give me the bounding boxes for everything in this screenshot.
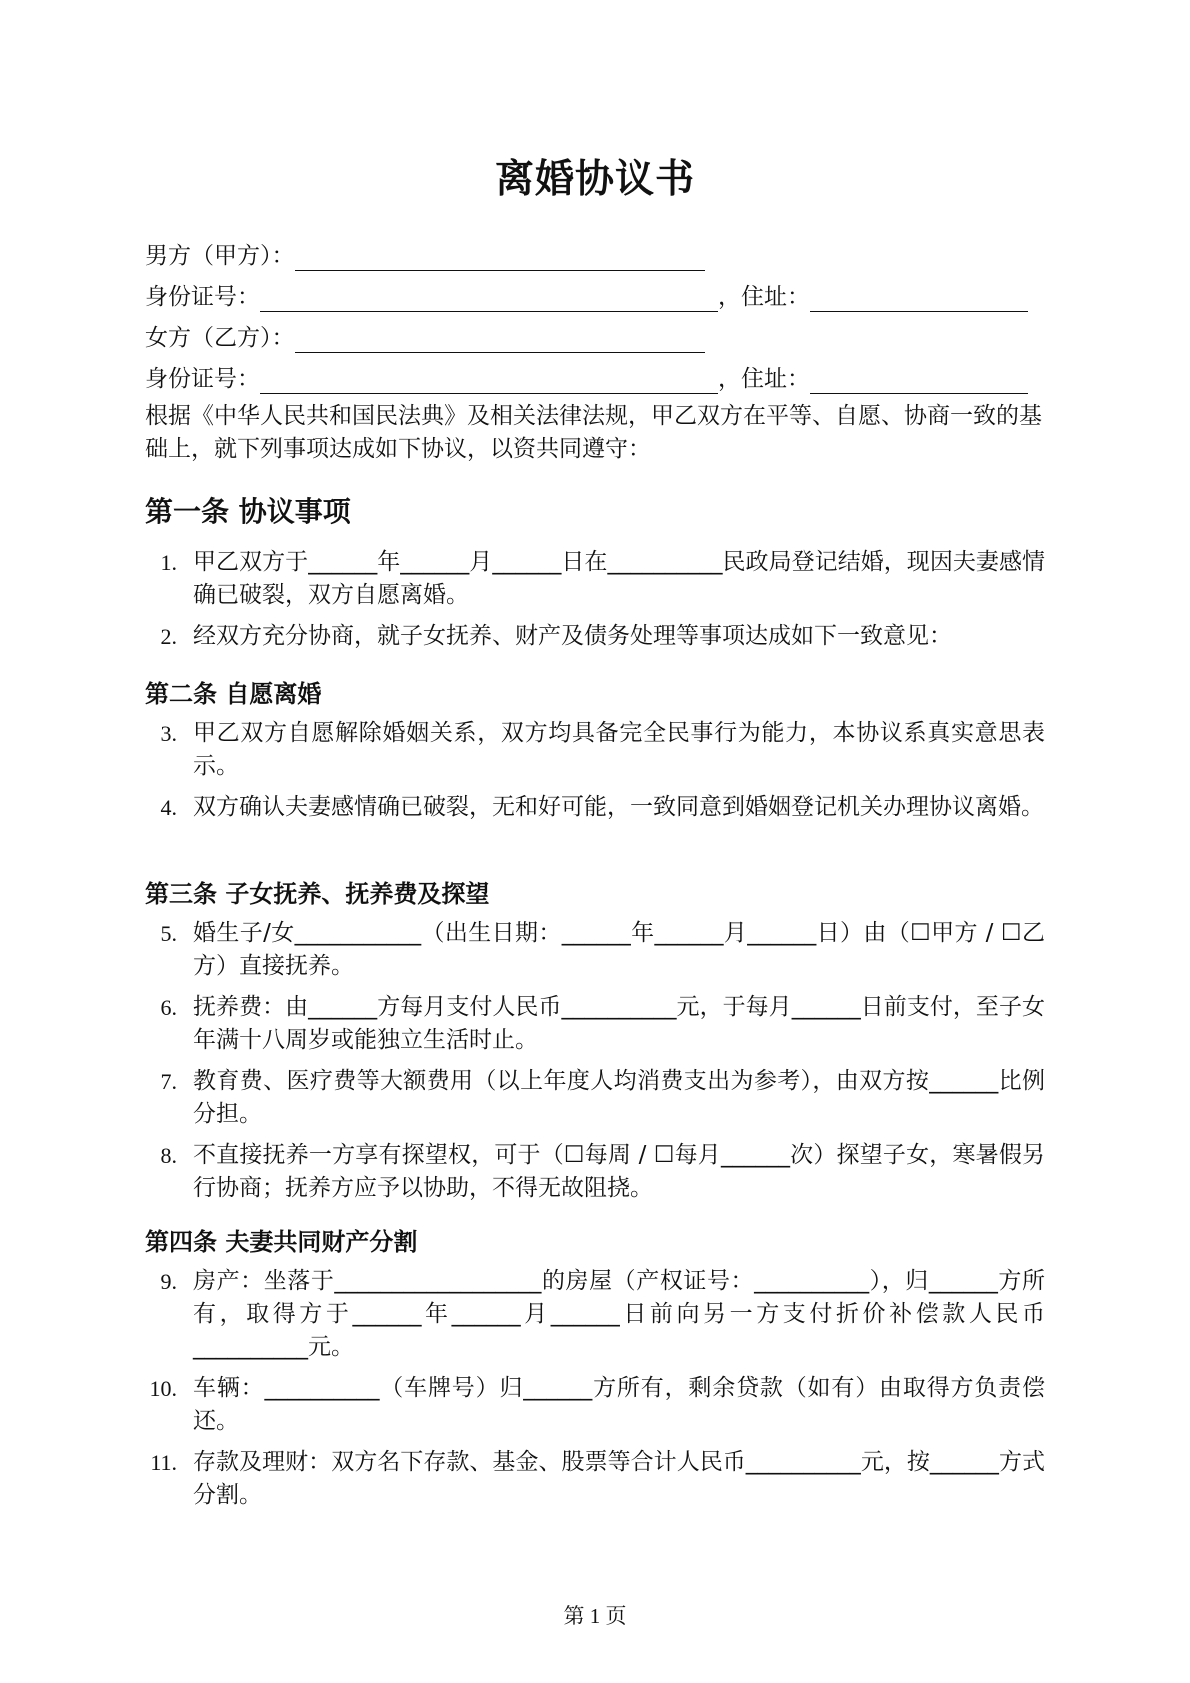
- item-number: 11.: [150, 1450, 177, 1475]
- article-heading: 第二条 自愿离婚: [145, 680, 322, 708]
- address-label: ，住址：: [718, 366, 810, 392]
- list-item: [145, 620, 1045, 653]
- item-number: 2.: [160, 624, 177, 649]
- male-id-blank: [260, 285, 718, 312]
- document-title: 离婚协议书: [494, 157, 695, 202]
- list-item: [145, 1265, 1045, 1364]
- field-label: 身份证号：: [145, 366, 260, 392]
- item-number: 1.: [160, 550, 177, 575]
- item-text: 抚养费：由______方每月支付人民币__________元，于每月______日前支付，至子女年满十八周岁或能独立生活时止。: [193, 994, 1045, 1053]
- item-text: 经双方充分协商，就子女抚养、财产及债务处理等事项达成如下一致意见：: [193, 623, 952, 649]
- item-text: 不直接抚养一方享有探望权，可于（☐每周 / ☐每月______次）探望子女，寒暑假另行协商；抚养方应予以协助，不得无故阻挠。: [193, 1142, 1045, 1201]
- page-number: 第 1 页: [563, 1604, 627, 1628]
- item-text: 存款及理财：双方名下存款、基金、股票等合计人民币__________元，按______方式分割。: [193, 1449, 1045, 1508]
- list-item: [145, 791, 1045, 824]
- item-text: 双方确认夫妻感情确已破裂，无和好可能，一致同意到婚姻登记机关办理协议离婚。: [193, 794, 1044, 820]
- female-party-line: [145, 312, 1045, 353]
- list-item: [145, 1446, 1045, 1512]
- field-label: 男方（甲方）：: [145, 243, 295, 269]
- item-text: 甲乙双方于______年______月______日在__________民政局登记结婚，现因夫妻感情确已破裂，双方自愿离婚。: [193, 549, 1045, 608]
- male-address-blank: [810, 285, 1028, 312]
- list-item: [145, 546, 1045, 612]
- item-number: 10.: [149, 1376, 177, 1401]
- item-text: 房产：坐落于__________________的房屋（产权证号：__________），归______方所有，取得方于______年______月______日前向另一方支付折价补偿款人民币__________元。: [193, 1268, 1045, 1360]
- male-party-line: [145, 230, 1045, 271]
- item-text: 教育费、医疗费等大额费用（以上年度人均消费支出为参考），由双方按______比例分担。: [193, 1068, 1045, 1127]
- item-number: 4.: [160, 795, 177, 820]
- male-id-line: [145, 271, 1045, 312]
- item-number: 9.: [160, 1269, 177, 1294]
- item-number: 7.: [160, 1069, 177, 1094]
- female-name-blank: [295, 326, 705, 353]
- item-text: 车辆：__________（车牌号）归______方所有，剩余贷款（如有）由取得方负责偿还。: [193, 1375, 1045, 1434]
- address-label: ，住址：: [718, 284, 810, 310]
- party-info-section: [145, 230, 1045, 394]
- intro-paragraph: 根据《中华人民共和国民法典》及相关法律法规，甲乙双方在平等、自愿、协商一致的基础上，就下列事项达成如下协议，以资共同遵守：: [145, 403, 1042, 462]
- article-heading: 第一条 协议事项: [145, 495, 351, 528]
- article-heading: 第四条 夫妻共同财产分割: [145, 1228, 418, 1256]
- item-number: 8.: [160, 1143, 177, 1168]
- female-id-line: [145, 353, 1045, 394]
- female-id-blank: [260, 367, 718, 394]
- list-item: [145, 991, 1045, 1057]
- female-address-blank: [810, 367, 1028, 394]
- item-text: 婚生子/女___________（出生日期：______年______月______日）由（☐甲方 / ☐乙方）直接抚养。: [193, 920, 1045, 979]
- item-number: 5.: [160, 921, 177, 946]
- article-heading: 第三条 子女抚养、抚养费及探望: [145, 880, 490, 908]
- item-text: 甲乙双方自愿解除婚姻关系，双方均具备完全民事行为能力，本协议系真实意思表示。: [193, 720, 1045, 779]
- field-label: 女方（乙方）：: [145, 325, 295, 351]
- list-item: [145, 1139, 1045, 1205]
- field-label: 身份证号：: [145, 284, 260, 310]
- list-item: [145, 717, 1045, 783]
- list-item: [145, 1372, 1045, 1438]
- list-item: [145, 917, 1045, 983]
- male-name-blank: [295, 244, 705, 271]
- item-number: 6.: [160, 995, 177, 1020]
- list-item: [145, 1065, 1045, 1131]
- item-number: 3.: [160, 721, 177, 746]
